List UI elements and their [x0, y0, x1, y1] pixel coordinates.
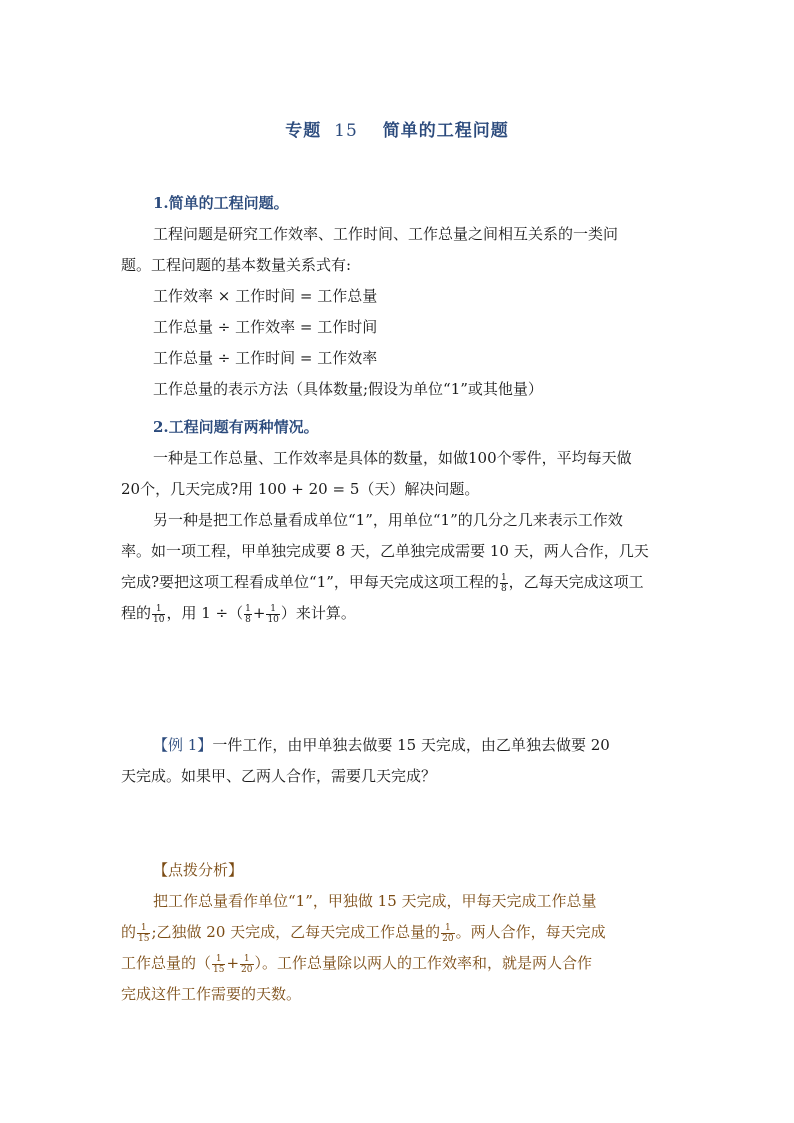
title-text: 简单的工程问题: [382, 121, 509, 141]
fraction-numerator: 1: [212, 954, 225, 965]
formula-3: 工作总量 ÷ 工作时间 = 工作效率: [153, 349, 378, 367]
example-1-line-1: [121, 730, 677, 761]
case-2-line-4-text-a: 程的: [121, 604, 152, 622]
fraction-denominator: 20: [442, 933, 454, 944]
analysis-heading: 【点拨分析】: [153, 861, 244, 879]
section-1: [121, 188, 677, 405]
fraction-1-15: [137, 923, 150, 944]
example-1-line-2: 天完成。如果甲、乙两人合作，需要几天完成？: [121, 767, 437, 785]
section-2: [121, 412, 677, 629]
formula-1: 工作效率 × 工作时间 = 工作总量: [153, 287, 378, 305]
case-2-line-4-text-d: ）来计算。: [280, 604, 356, 622]
case-2-line-4-text-b: ，用 1 ÷（: [166, 604, 244, 622]
fraction-1-10-sum: [266, 604, 279, 625]
fraction-1-15-sum: [212, 954, 225, 975]
fraction-numerator: 1: [137, 923, 150, 934]
fraction-denominator: 20: [241, 964, 253, 975]
page-title: [0, 116, 794, 141]
case-2-line-2: 率。如一项工程，甲单独完成要 8 天，乙单独完成需要 10 天，两人合作，几天: [121, 542, 649, 560]
formula-2: 工作总量 ÷ 工作效率 = 工作时间: [153, 318, 378, 336]
fraction-numerator: 1: [245, 603, 251, 614]
fraction-numerator: 1: [240, 954, 253, 965]
title-prefix: 专题: [285, 121, 322, 141]
fraction-1-20: [441, 923, 454, 944]
analysis-line-3-text-c: ）。工作总量除以两人的工作效率和，就是两人合作: [254, 954, 593, 972]
case-1-line-1: 一种是工作总量、工作效率是具体的数量，如做100个零件，平均每天做: [153, 449, 632, 467]
analysis-line-3: [121, 948, 677, 979]
fraction-denominator: 8: [245, 614, 251, 625]
fraction-1-20-sum: [240, 954, 253, 975]
fraction-denominator: 15: [138, 933, 150, 944]
plus-sign: +: [252, 604, 266, 622]
plus-sign: +: [226, 954, 240, 972]
case-2-line-3-text-a: 完成?要把这项工程看成单位“1”，甲每天完成这项工程的: [121, 573, 499, 591]
analysis-line-1: 把工作总量看作单位“1”，甲独做 15 天完成，甲每天完成工作总量: [153, 892, 597, 910]
analysis-line-3-text-a: 工作总量的（: [121, 954, 212, 972]
case-2-line-4: [121, 598, 677, 629]
case-2-line-3-text-b: ，乙每天完成这项工: [508, 573, 644, 591]
fraction-1-8-sum: [244, 604, 252, 625]
example-1-text-1: 一件工作，由甲单独去做要 15 天完成，由乙单独去做要 20: [212, 736, 610, 754]
analysis-line-4: 完成这件工作需要的天数。: [121, 985, 302, 1003]
fraction-denominator: 10: [267, 614, 279, 625]
example-1-label: 【例 1】: [153, 736, 213, 754]
case-1-line-2: 20个，几天完成?用 100 + 20 = 5（天）解决问题。: [121, 480, 480, 498]
fraction-numerator: 1: [441, 923, 454, 934]
intro-line-1: 工程问题是研究工作效率、工作时间、工作总量之间相互关系的一类问: [153, 225, 619, 243]
case-2-line-1: 另一种是把工作总量看成单位“1”，用单位“1”的几分之几来表示工作效: [153, 511, 623, 529]
fraction-1-8: [500, 573, 508, 594]
representation-note: 工作总量的表示方法（具体数量;假设为单位“1”或其他量）: [153, 380, 543, 398]
analysis-line-2-text-b: ;乙独做 20 天完成，乙每天完成工作总量的: [151, 923, 441, 941]
case-2-line-3: [121, 567, 677, 598]
analysis-line-2-text-a: 的: [121, 923, 137, 941]
fraction-1-10: [152, 604, 165, 625]
section-2-heading: 2.工程问题有两种情况。: [153, 418, 319, 436]
fraction-denominator: 15: [213, 964, 225, 975]
example-1: [121, 730, 677, 792]
analysis-line-2: [121, 917, 677, 948]
fraction-numerator: 1: [152, 604, 165, 615]
fraction-denominator: 10: [153, 614, 165, 625]
title-number: 15: [334, 121, 358, 141]
section-1-heading: 1.简单的工程问题。: [153, 194, 289, 212]
fraction-numerator: 1: [500, 572, 507, 583]
intro-line-2: 题。工程问题的基本数量关系式有:: [121, 256, 352, 274]
fraction-numerator: 1: [266, 604, 279, 615]
fraction-denominator: 8: [500, 583, 507, 594]
analysis-line-2-text-c: 。两人合作，每天完成: [455, 923, 606, 941]
analysis: [121, 855, 677, 1010]
